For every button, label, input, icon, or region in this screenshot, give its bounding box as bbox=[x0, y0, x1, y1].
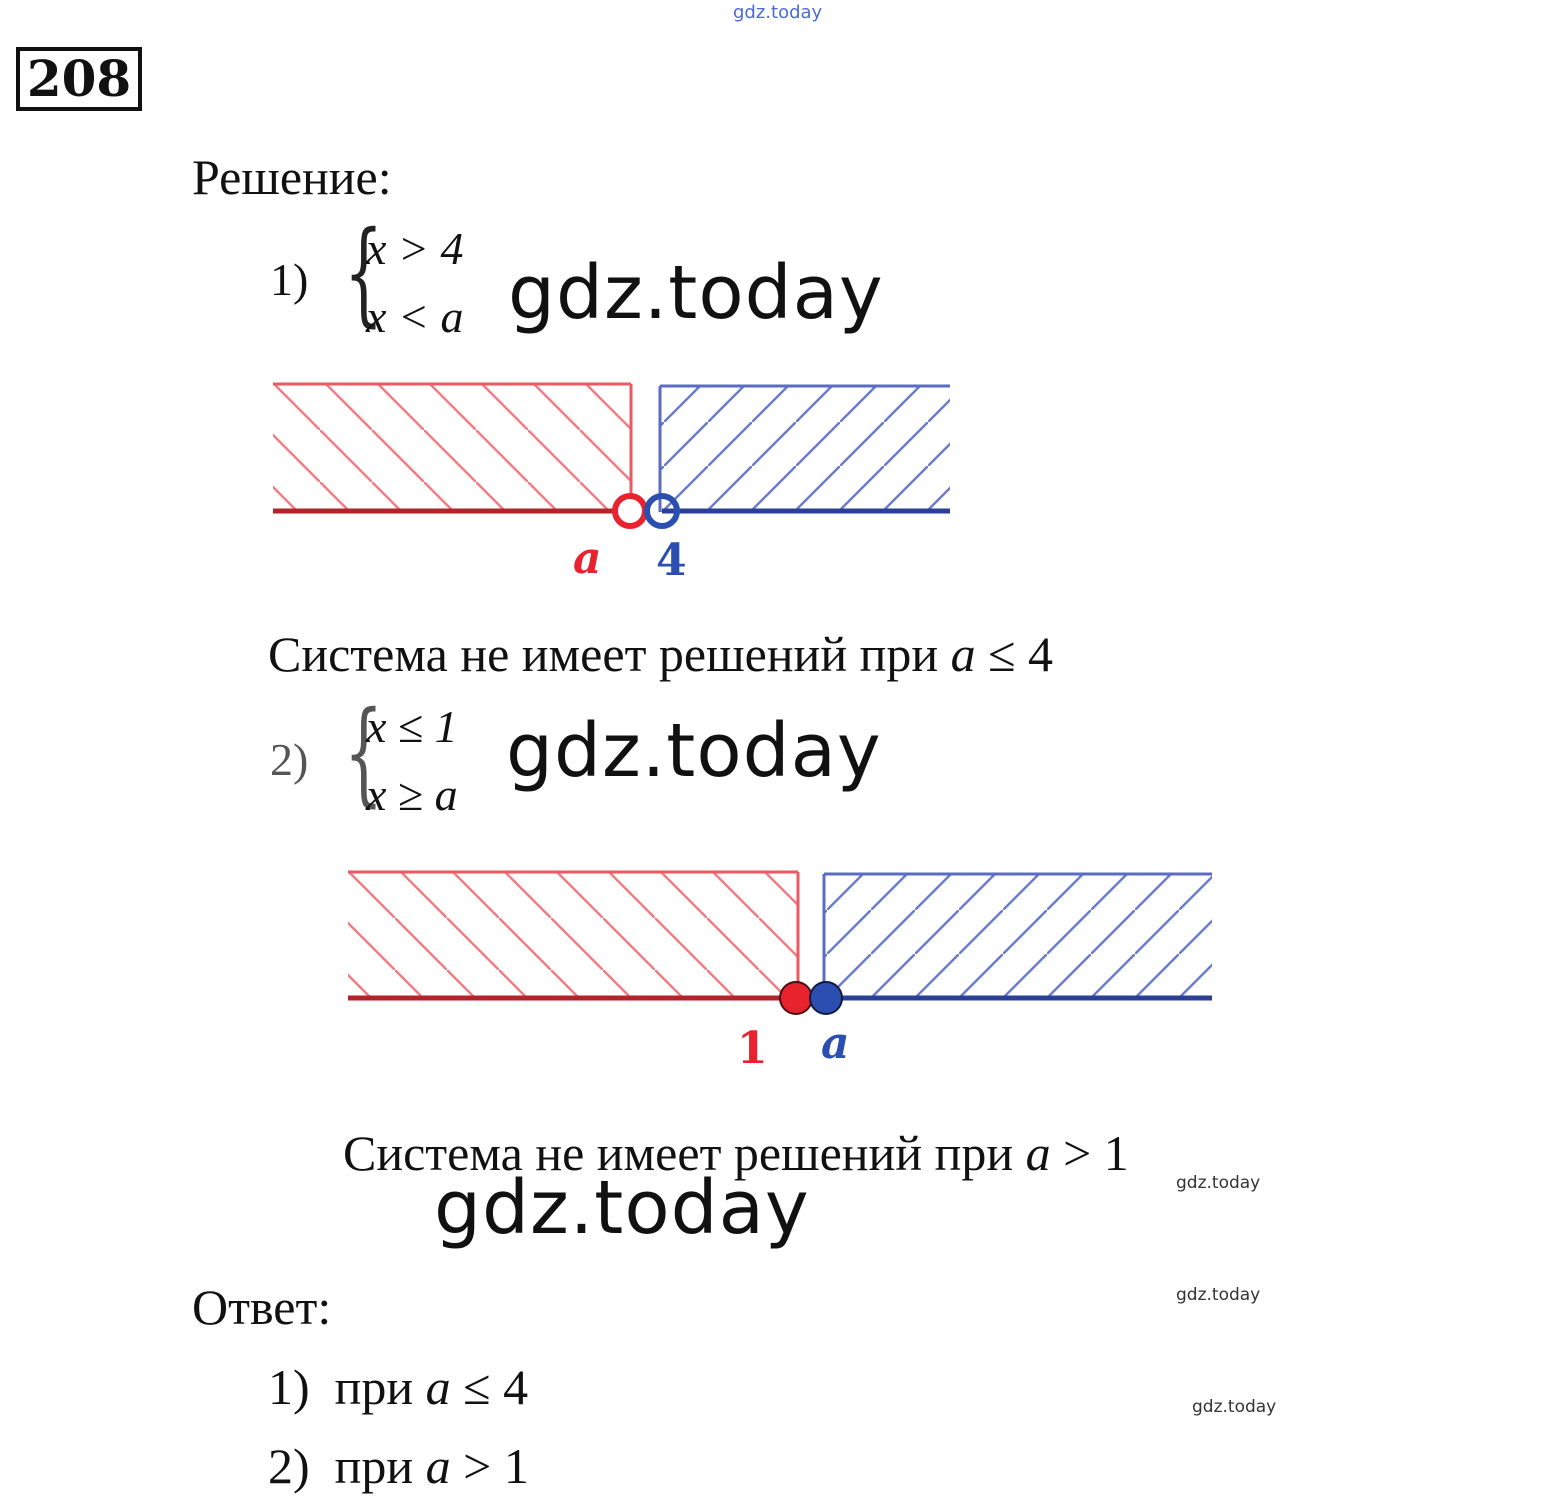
case1-blue-hatch bbox=[660, 386, 950, 512]
case2-number-line bbox=[343, 866, 1223, 1076]
watermark-3: gdz.today bbox=[434, 1165, 810, 1251]
case2-conclusion-var: a bbox=[1025, 1125, 1051, 1181]
answer-item-1 bbox=[268, 1358, 528, 1416]
answer-1-rel: ≤ 4 bbox=[450, 1359, 529, 1415]
case2-conclusion-text: Система не имеет решений при bbox=[343, 1125, 1026, 1181]
case2-brace-icon: { bbox=[344, 688, 384, 818]
answer-item-2 bbox=[268, 1437, 529, 1495]
case2-left-point bbox=[780, 982, 812, 1014]
case1-brace-icon: { bbox=[344, 208, 384, 338]
case2-label: 2) bbox=[270, 734, 309, 785]
case1-line2: x < a bbox=[366, 291, 464, 342]
top-watermark: gdz.today bbox=[733, 2, 823, 23]
answer-heading: Ответ: bbox=[192, 1279, 332, 1335]
case1-label: 1) bbox=[270, 254, 309, 305]
watermark-small-1: gdz.today bbox=[1176, 1173, 1261, 1193]
case2-left-label: 1 bbox=[737, 1023, 768, 1074]
case1-left-point bbox=[615, 496, 645, 526]
case2-red-hatch bbox=[348, 872, 798, 998]
case1-conclusion-var: a bbox=[950, 626, 976, 682]
solution-heading: Решение: bbox=[192, 149, 392, 205]
case1-conclusion-rel: ≤ 4 bbox=[975, 626, 1054, 682]
case2-right-label: a bbox=[821, 1018, 850, 1069]
case1-red-hatch bbox=[273, 384, 631, 512]
case2-line1: x ≤ 1 bbox=[366, 701, 458, 752]
case1-conclusion-text: Система не имеет решений при bbox=[268, 626, 951, 682]
answer-2-label: 2) bbox=[268, 1438, 310, 1494]
case1-right-label: 4 bbox=[656, 535, 687, 586]
case1-conclusion bbox=[268, 625, 1053, 683]
answer-2-text: при bbox=[334, 1438, 426, 1494]
watermark-small-2: gdz.today bbox=[1176, 1285, 1261, 1305]
answer-2-rel: > 1 bbox=[450, 1438, 529, 1494]
case1-line1: x > 4 bbox=[366, 223, 464, 274]
case2-blue-hatch bbox=[824, 874, 1212, 998]
answer-1-label: 1) bbox=[268, 1359, 310, 1415]
case2-right-point bbox=[810, 982, 842, 1014]
problem-number: 208 bbox=[16, 47, 142, 111]
answer-1-text: при bbox=[334, 1359, 426, 1415]
case1-left-label: a bbox=[573, 533, 602, 584]
case2-line2: x ≥ a bbox=[366, 769, 458, 820]
watermark-1: gdz.today bbox=[508, 250, 884, 336]
watermark-small-3: gdz.today bbox=[1192, 1397, 1277, 1417]
case2-conclusion-rel: > 1 bbox=[1050, 1125, 1129, 1181]
answer-2-var: a bbox=[425, 1438, 451, 1494]
case1-number-line bbox=[268, 378, 958, 588]
answer-1-var: a bbox=[425, 1359, 451, 1415]
watermark-2: gdz.today bbox=[506, 708, 882, 794]
